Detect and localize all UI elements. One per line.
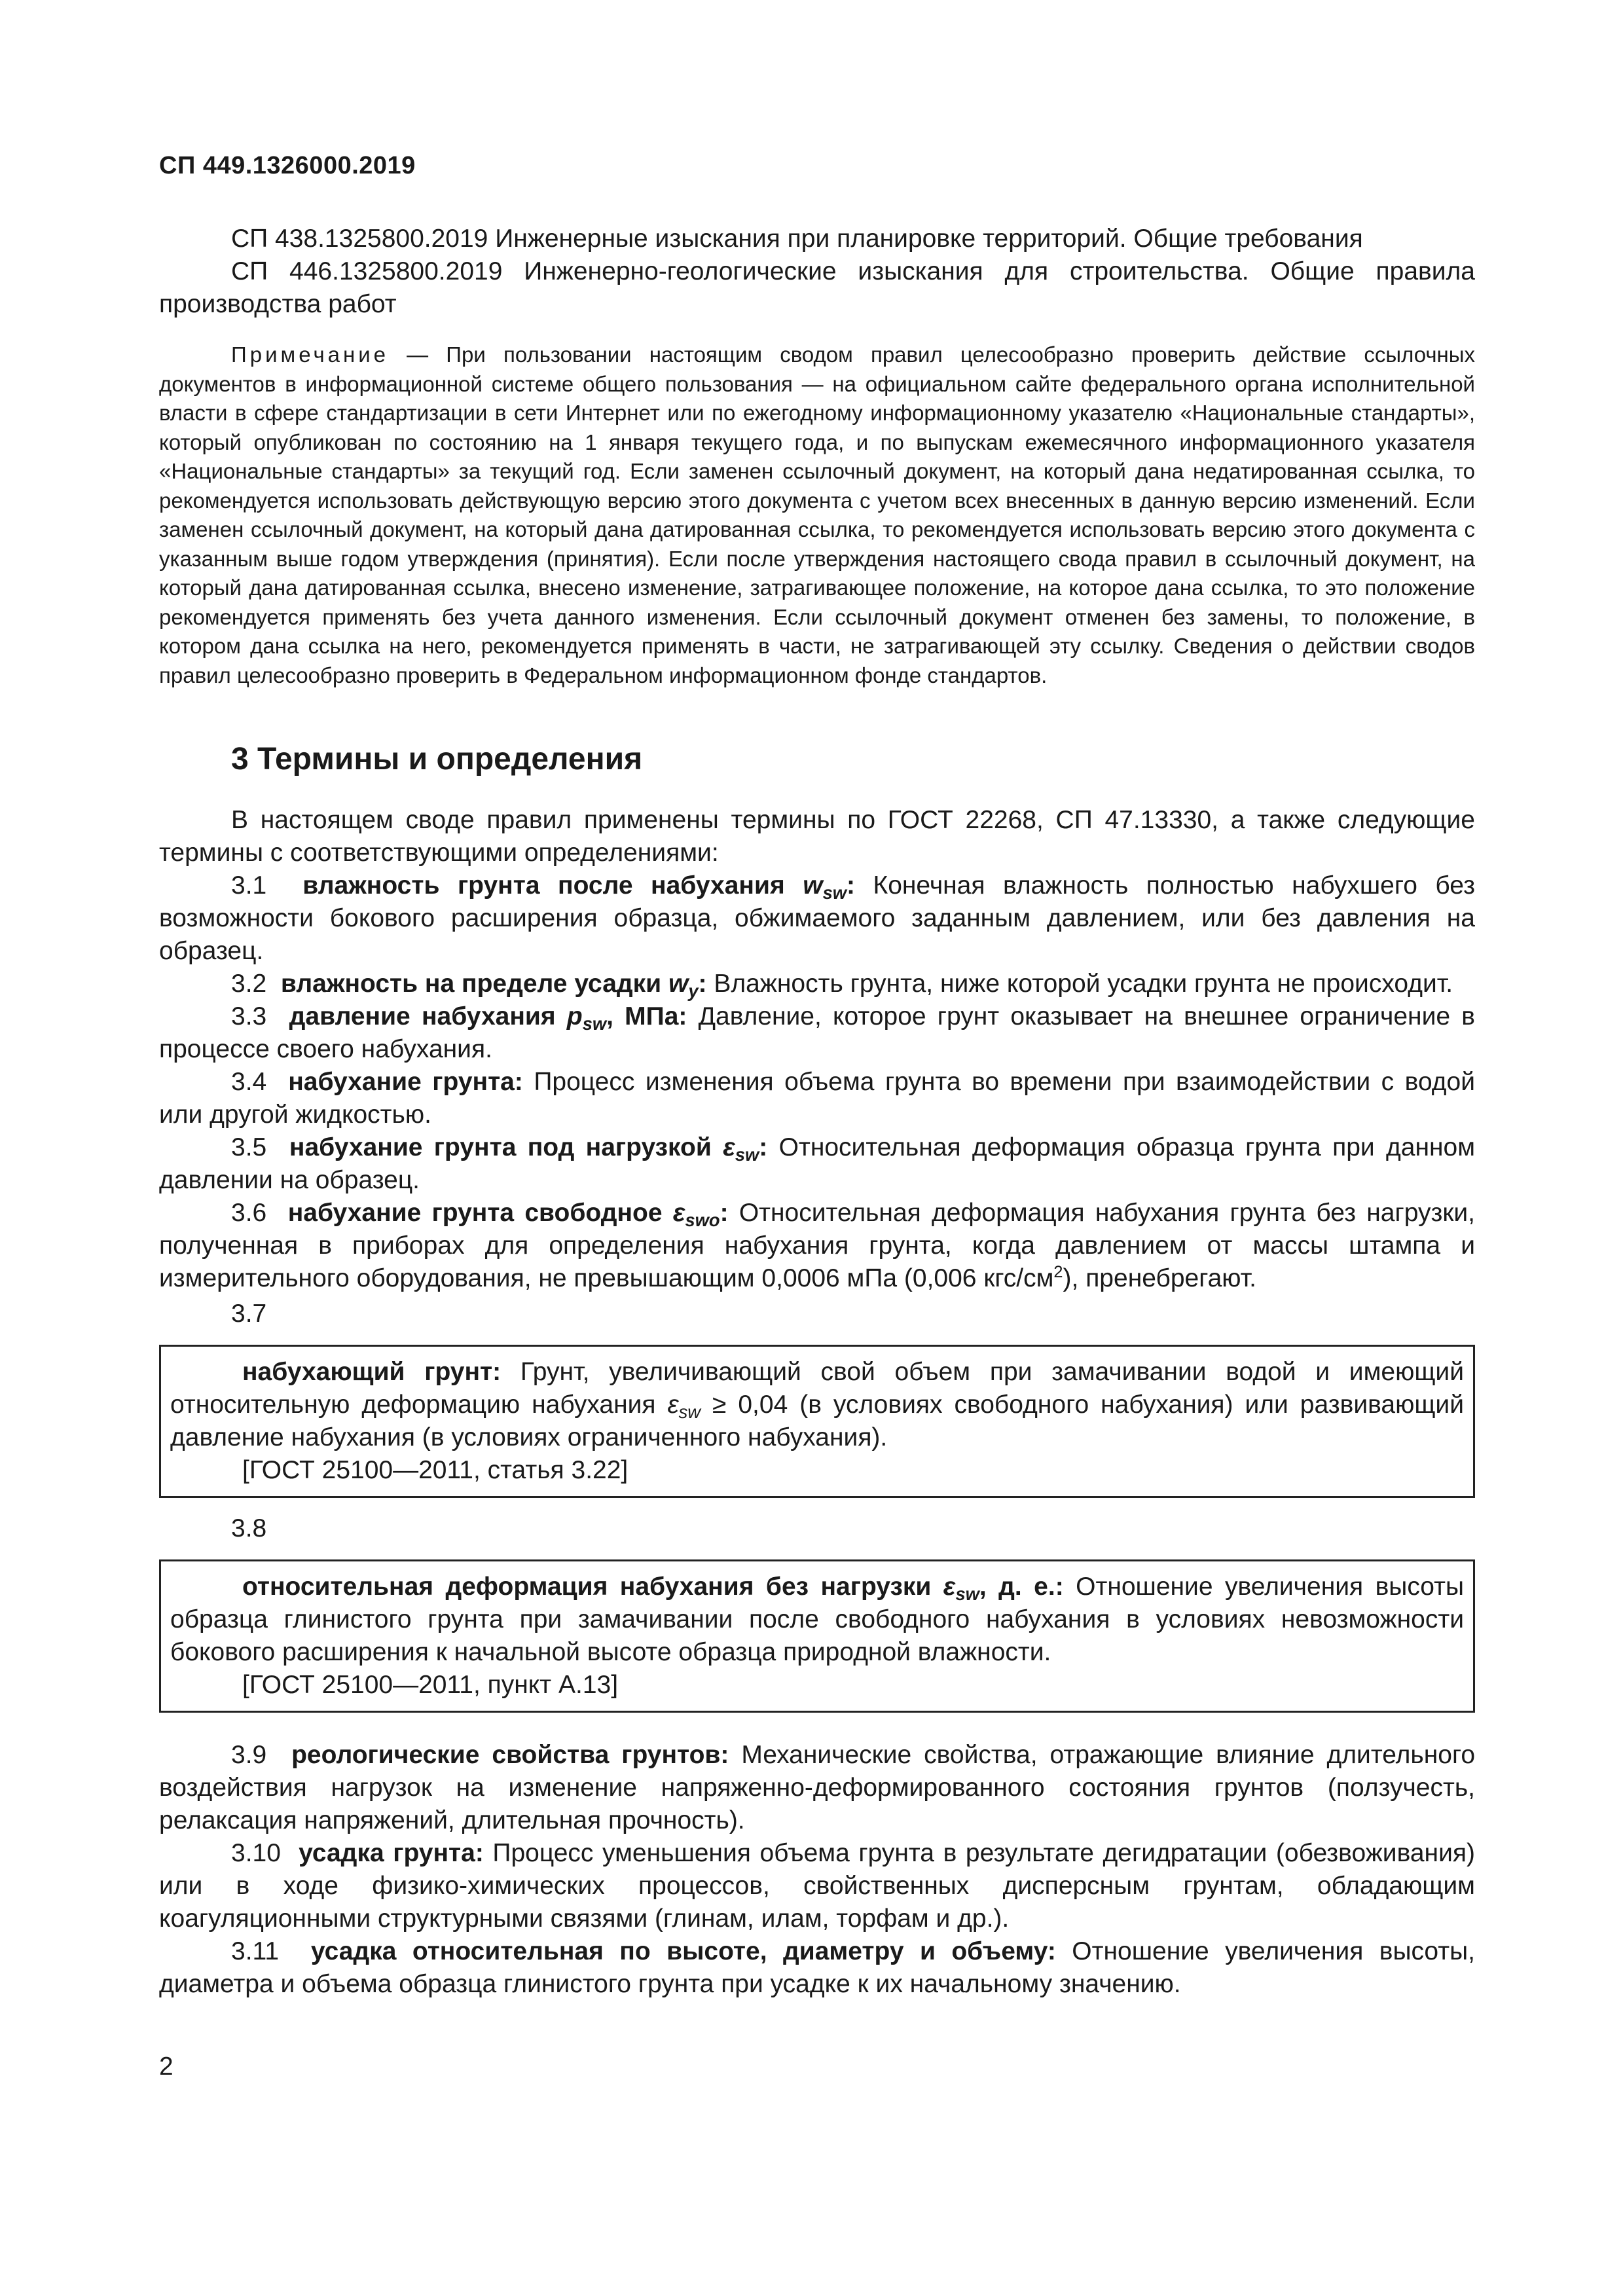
page-number: 2 (159, 2052, 173, 2081)
term-symbol-subscript: sw (955, 1584, 979, 1604)
term-number: 3.11 (231, 1937, 280, 1965)
term-unit: , д. е.: (979, 1573, 1064, 1601)
term-definition: Процесс изменения объема грунта во времени при взаимодействии с водой или другой жидкостью. (159, 1068, 1476, 1129)
term-definition: Отношение увеличения высоты образца глинистого грунта при замачивании после свободного набухания в условиях невозможности бокового расширения к начальной высоте образца природной влажности. (170, 1573, 1464, 1666)
term-name: относительная деформация набухания без нагрузки (242, 1573, 932, 1601)
term-name: влажность на пределе усадки (280, 970, 662, 998)
term-definition: Процесс уменьшения объема грунта в результате дегидратации (обезвоживания) или в ходе физико-химических процессов, свойственных дисперсным грунтам, обладающим коагуляционными структурными связями (глинам, илам, торфам и др.). (159, 1839, 1475, 1933)
term-colon: : (698, 970, 707, 998)
term-number: 3.4 (231, 1068, 267, 1096)
reference-item: СП 446.1325800.2019 Инженерно-геологические изыскания для строительства. Общие правила производства работ (159, 257, 1475, 318)
term-3-11 (159, 1935, 1475, 2001)
term-colon: : (846, 871, 855, 900)
term-3-9 (159, 1739, 1475, 1837)
term-3-8 (170, 1571, 1464, 1669)
note-label: Примечание (231, 342, 390, 367)
term-definition: Механические свойства, отражающие влияние длительного воздействия нагрузок на изменение напряженно-деформированного состояния грунтов (ползучесть, релаксация напряжений, длительная прочность). (159, 1741, 1476, 1834)
term-symbol: ε (723, 1133, 735, 1161)
term-definition-end: ≥ 0,04 (в условиях свободного набухания) или развивающий давление набухания (в условиях ограниченного набухания). (170, 1391, 1464, 1451)
term-number: 3.9 (231, 1741, 267, 1769)
term-3-5 (159, 1131, 1475, 1197)
term-symbol: ε (943, 1573, 956, 1601)
term-definition: Относительная деформация набухания грунта без нагрузки, полученная в приборах для определения набухания грунта, когда давлением от массы штампа и измерительного оборудования, не превышающим 0,0006 мПа (0,006 кгс/см (159, 1199, 1476, 1292)
term-definition: Давление, которое грунт оказывает на внешнее ограничение в процессе своего набухания. (159, 1002, 1476, 1063)
term-symbol-subscript: swo (685, 1210, 720, 1230)
term-3-4 (159, 1066, 1475, 1131)
term-source: [ГОСТ 25100—2011, статья 3.22] (242, 1456, 629, 1484)
term-number-3-8: 3.8 (231, 1514, 267, 1542)
reference-item: СП 438.1325800.2019 Инженерные изыскания при планировке территорий. Общие требования (231, 225, 1363, 253)
term-number: 3.6 (231, 1199, 267, 1227)
term-3-6 (159, 1197, 1475, 1295)
term-3-2 (159, 968, 1475, 1000)
page-content (159, 223, 1475, 2001)
term-3-3 (159, 1000, 1475, 1066)
term-symbol: ε (672, 1199, 685, 1227)
term-3-10 (159, 1837, 1475, 1935)
term-colon: : (720, 1199, 729, 1227)
term-definition: Отношение увеличения высоты, диаметра и объема образца глинистого грунта при усадке к их начальному значению. (159, 1937, 1475, 1998)
term-symbol-subscript: sw (735, 1144, 759, 1165)
term-definition-end: ), пренебрегают. (1063, 1264, 1257, 1292)
term-number: 3.2 (231, 970, 267, 998)
term-definition: Влажность грунта, ниже которой усадки грунта не происходит. (706, 970, 1453, 998)
term-number-3-7: 3.7 (231, 1300, 267, 1328)
term-symbol-subscript: sw (822, 883, 847, 903)
term-number: 3.10 (231, 1839, 281, 1867)
term-definition: Конечная влажность полностью набухшего без возможности бокового расширения образца, обжимаемого заданным давлением, или без давления на образец. (159, 871, 1475, 965)
term-symbol: w (803, 871, 823, 900)
quoted-term-box (159, 1559, 1475, 1713)
term-name: набухание грунта: (288, 1068, 523, 1096)
term-name: усадка грунта: (299, 1839, 484, 1867)
term-name: набухание грунта свободное (287, 1199, 663, 1227)
term-name: давление набухания (289, 1002, 556, 1030)
term-name: набухающий грунт: (242, 1358, 501, 1386)
note-text: — При пользовании настоящим сводом правил целесообразно проверить действие ссылочных документов в информационной системе общего пользования — на официальном сайте федерального органа исполнительной власти в сфере стандартизации в сети Интернет или по ежегодному информационному указателю «Национальные стандарты», который опубликован по состоянию на 1 января текущего года, и по выпускам ежемесячного информационного указателя «Национальные стандарты» за текущий год. Если заменен ссылочный документ, на который дана недатированная ссылка, то рекомендуется использовать действующую версию этого документа с учетом всех внесенных в данную версию изменений. Если заменен ссылочный документ, на который дана датированная ссылка, то рекомендуется использовать версию этого документа с указанным выше годом утверждения (принятия). Если после утверждения настоящего свода правил в ссылочный документ, на который дана датированная ссылка, внесено изменение, затрагивающее положение, на которое дана ссылка, то это положение рекомендуется применять без учета данного изменения. Если ссылочный документ отменен без замены, то положение, в котором дана ссылка на него, рекомендуется применять в части, не затрагивающей эту ссылку. Сведения о действии сводов правил целесообразно проверить в Федеральном информационном фонде стандартов. (159, 342, 1475, 687)
term-definition: Грунт, увеличивающий свой объем при замачивании водой и имеющий относительную деформацию набухания (170, 1358, 1464, 1419)
quoted-term-box (159, 1345, 1475, 1498)
document-code: СП 449.1326000.2019 (159, 152, 416, 179)
term-name: усадка относительная по высоте, диаметру и объему: (310, 1937, 1056, 1965)
term-symbol: ε (667, 1391, 679, 1419)
note-paragraph (159, 340, 1475, 690)
term-symbol-subscript: sw (678, 1402, 701, 1422)
term-unit: , МПа: (606, 1002, 687, 1030)
reference-list (159, 223, 1475, 321)
term-source: [ГОСТ 25100—2011, пункт А.13] (242, 1671, 619, 1699)
term-3-7 (170, 1356, 1464, 1454)
term-name: набухание грунта под нагрузкой (289, 1133, 712, 1161)
term-3-1 (159, 869, 1475, 968)
term-symbol-subscript: sw (582, 1013, 607, 1034)
term-number: 3.5 (231, 1133, 267, 1161)
section-title: 3 Термины и определения (231, 742, 643, 776)
term-symbol: w (668, 970, 689, 998)
term-symbol-subscript: y (688, 981, 699, 1001)
term-number: 3.1 (231, 871, 267, 900)
section-intro: В настоящем своде правил применены термины по ГОСТ 22268, СП 47.13330, а также следующие термины с соответствующими определениями: (159, 806, 1475, 867)
term-number: 3.3 (231, 1002, 267, 1030)
term-name: реологические свойства грунтов: (291, 1741, 729, 1769)
term-symbol: p (566, 1002, 583, 1030)
term-colon: : (759, 1133, 768, 1161)
term-definition: Относительная деформация образца грунта при данном давлении на образец. (159, 1133, 1476, 1194)
term-name: влажность грунта после набухания (302, 871, 785, 900)
superscript: 2 (1053, 1263, 1063, 1281)
